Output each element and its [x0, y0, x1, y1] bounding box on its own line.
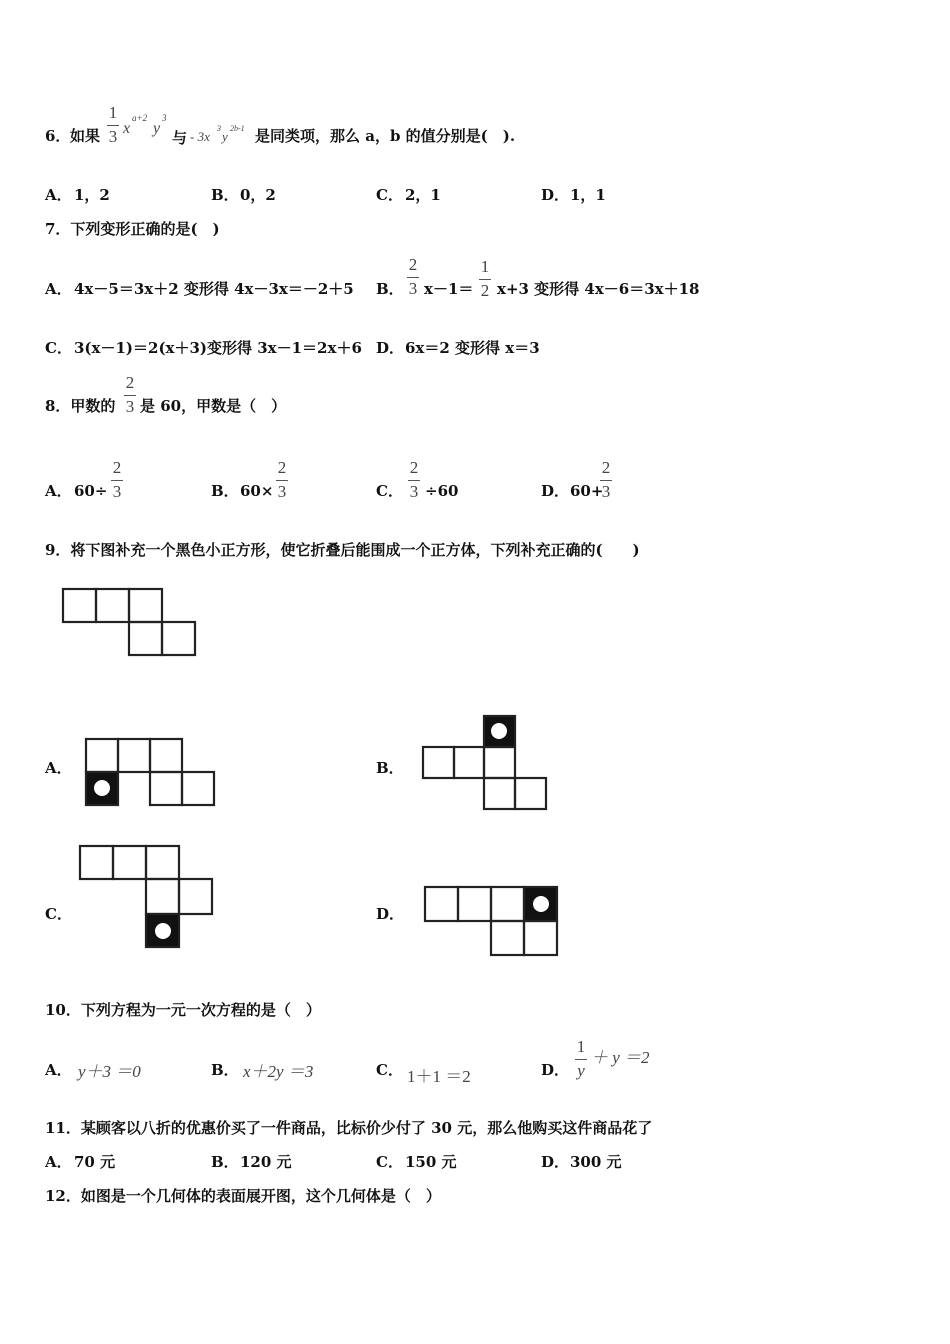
q11-option-c-label: C． [376, 1153, 403, 1171]
q7-option-d: 6x＝2 变形得 x＝3 [405, 339, 540, 357]
q6-option-d-label: D． [541, 186, 570, 204]
q6-term1-exp-y: 3 [162, 113, 167, 123]
q7-option-a-label: A． [45, 280, 72, 298]
q9-stem: 9．将下图补充一个黑色小正方形，使它折叠后能围成一个正方体，下列补充正确的( ) [45, 541, 640, 559]
q8-option-b-text: 60× [240, 482, 274, 500]
q6-term2-y: y [222, 129, 228, 144]
q7-option-c: 3(x－1)＝2(x＋3)变形得 3x－1＝2x＋6 [74, 339, 362, 357]
q8-option-d-text: 60+ [570, 482, 604, 500]
q8-stem-pre: 8．甲数的 [45, 397, 116, 415]
q6-number: 6． [45, 127, 71, 145]
q8-option-d-label: D． [541, 482, 570, 500]
q6-text-pre: 如果 [70, 127, 101, 145]
q6-text-mid: 与 [172, 129, 188, 147]
q7-option-b-label: B． [376, 280, 404, 298]
q10-option-c-label: C． [376, 1061, 403, 1079]
q6-option-b: 0，2 [240, 186, 276, 204]
q9-option-d-net [424, 886, 562, 960]
q9-option-a-net [85, 738, 217, 808]
q7-option-a: 4x－5＝3x＋2 变形得 4x－3x＝－2＋5 [74, 280, 354, 298]
q8-option-a-text: 60÷ [74, 482, 108, 500]
q7-option-c-label: C． [45, 339, 72, 357]
q11-stem: 11．某顾客以八折的优惠价买了一件商品，比标价少付了 30 元，那么他购买这件商品花了 [45, 1119, 653, 1137]
q10-option-b-expr: x＋2y ＝3 [243, 1062, 314, 1081]
q10-option-a-label: A． [45, 1061, 72, 1079]
q9-option-b-net [422, 715, 550, 813]
q10-option-b-label: B． [211, 1061, 239, 1079]
q11-option-c: 150 元 [405, 1153, 457, 1171]
q9-option-b-label: B． [376, 759, 404, 777]
q11-option-b-label: B． [211, 1153, 239, 1171]
q11-option-d: 300 元 [570, 1153, 622, 1171]
q10-option-d-label: D． [541, 1061, 570, 1079]
q11-option-a-label: A． [45, 1153, 72, 1171]
q11-option-a: 70 元 [74, 1153, 116, 1171]
q8-stem-post: 是 60，甲数是（ ） [140, 397, 287, 415]
q9-option-c-net [79, 845, 217, 951]
q10-stem: 10．下列方程为一元一次方程的是（ ） [45, 1001, 321, 1019]
q8-option-c-label: C． [376, 482, 403, 500]
q6-term1-exp-x: a+2 [132, 113, 148, 123]
q11-option-b: 120 元 [240, 1153, 292, 1171]
q6-term2-exp-x: 3 [217, 124, 221, 133]
q6-text-post: 是同类项，那么 a，b 的值分别是( ). [255, 127, 516, 145]
q6-option-c-label: C． [376, 186, 403, 204]
q6-term2-exp-y: 2b-1 [230, 124, 245, 133]
q6-term1-y: y [153, 120, 161, 137]
q6-option-a: 1，2 [74, 186, 110, 204]
q9-option-d-label: D． [376, 905, 405, 923]
q12-stem: 12．如图是一个几何体的表面展开图，这个几何体是（ ） [45, 1187, 441, 1205]
q9-given-net [62, 588, 198, 658]
q9-option-a-label: A． [45, 759, 72, 777]
q7-option-b-text-2: x+3 变形得 4x－6＝3x＋18 [497, 280, 700, 298]
q8-option-c-text: ÷60 [425, 482, 459, 500]
q6-option-b-label: B． [211, 186, 239, 204]
q10-option-a-expr: y＋3 ＝0 [78, 1062, 141, 1081]
q7-option-d-label: D． [376, 339, 405, 357]
q8-option-a-label: A． [45, 482, 72, 500]
q6-term2-coef: - 3x [190, 129, 210, 144]
q10-option-d-expr: ＋ y ＝2 [591, 1048, 650, 1067]
q8-option-b-label: B． [211, 482, 239, 500]
q7-stem: 7．下列变形正确的是( ) [45, 220, 220, 238]
q6-option-a-label: A． [45, 186, 72, 204]
q10-option-c-expr: 1＋1 ＝2 [407, 1067, 471, 1086]
q11-option-d-label: D． [541, 1153, 570, 1171]
q6-option-c: 2，1 [405, 186, 441, 204]
q9-option-c-label: C． [45, 905, 72, 923]
q6-term1-x: x [123, 120, 131, 137]
q7-option-b-text-1: x－1＝ [424, 280, 474, 298]
q6-option-d: 1，1 [570, 186, 606, 204]
